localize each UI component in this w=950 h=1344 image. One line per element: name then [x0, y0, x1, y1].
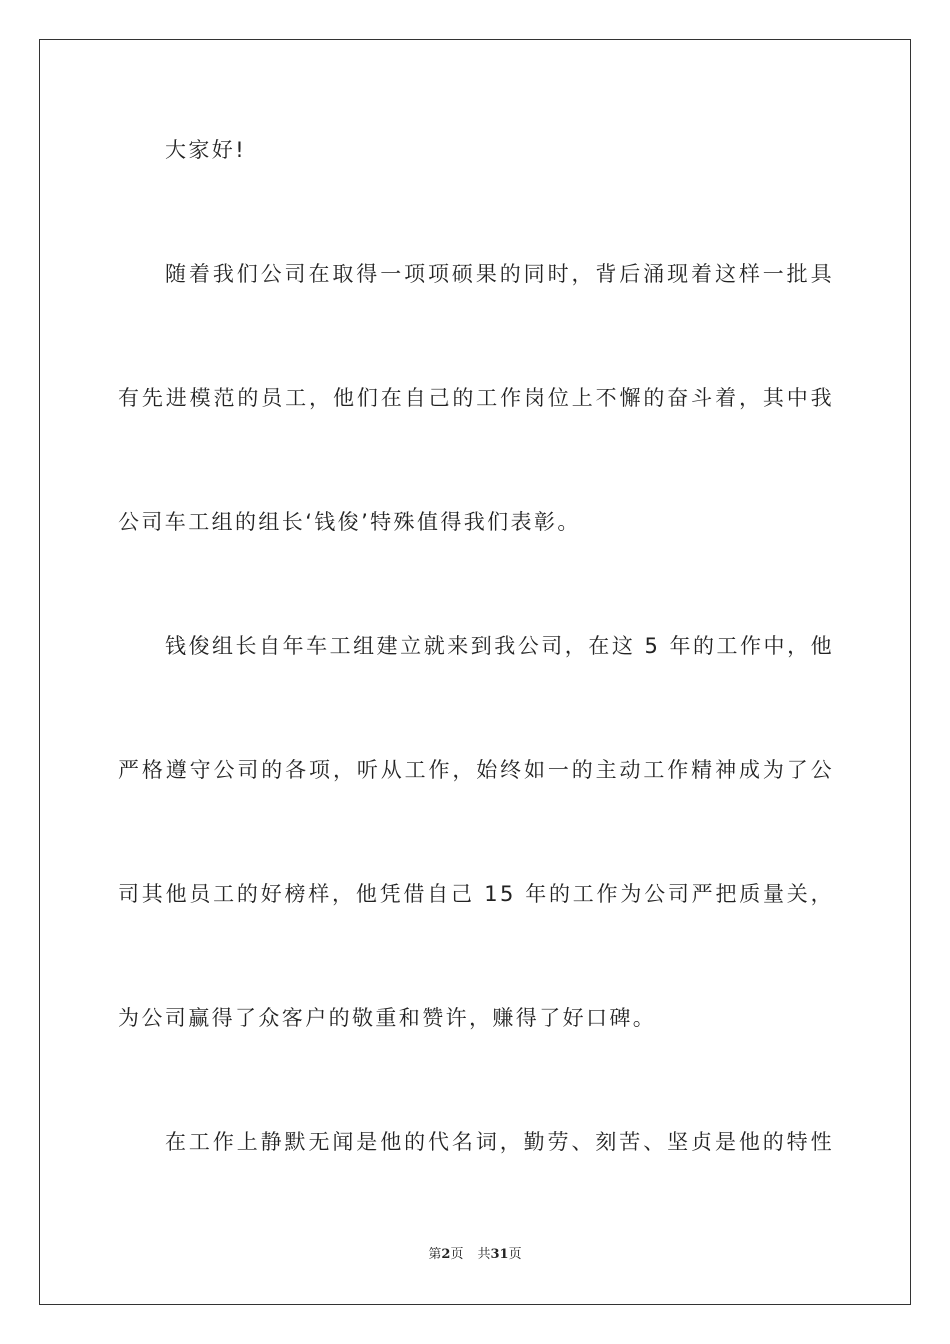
paragraph-1-line-2: 有先进模范的员工，他们在自己的工作岗位上不懈的奋斗着，其中我 — [118, 386, 834, 410]
total-pages: 31 — [490, 1247, 509, 1262]
page-number: 2 — [441, 1247, 451, 1262]
total-prefix: 共 — [477, 1247, 491, 1262]
page-footer — [0, 1246, 950, 1264]
total-suffix: 页 — [508, 1247, 522, 1262]
paragraph-1-line-3: 公司车工组的组长‘钱俊’特殊值得我们表彰。 — [118, 510, 581, 534]
paragraph-2-line-2: 严格遵守公司的各项，听从工作，始终如一的主动工作精神成为了公 — [118, 758, 834, 782]
paragraph-3-line-1: 在工作上静默无闻是他的代名词，勤劳、刻苦、坚贞是他的特性 — [165, 1130, 834, 1154]
greeting-line: 大家好! — [165, 138, 247, 162]
paragraph-2-line-3: 司其他员工的好榜样，他凭借自己 15 年的工作为公司严把质量关， — [118, 882, 834, 906]
page-border — [39, 39, 911, 1305]
page-prefix: 第 — [428, 1247, 442, 1262]
paragraph-2-line-4: 为公司赢得了众客户的敬重和赞许，赚得了好口碑。 — [118, 1006, 657, 1030]
paragraph-1-line-1: 随着我们公司在取得一项项硕果的同时，背后涌现着这样一批具 — [165, 262, 834, 286]
paragraph-2-line-1: 钱俊组长自年车工组建立就来到我公司，在这 5 年的工作中，他 — [165, 634, 834, 658]
page-suffix: 页 — [450, 1247, 464, 1262]
